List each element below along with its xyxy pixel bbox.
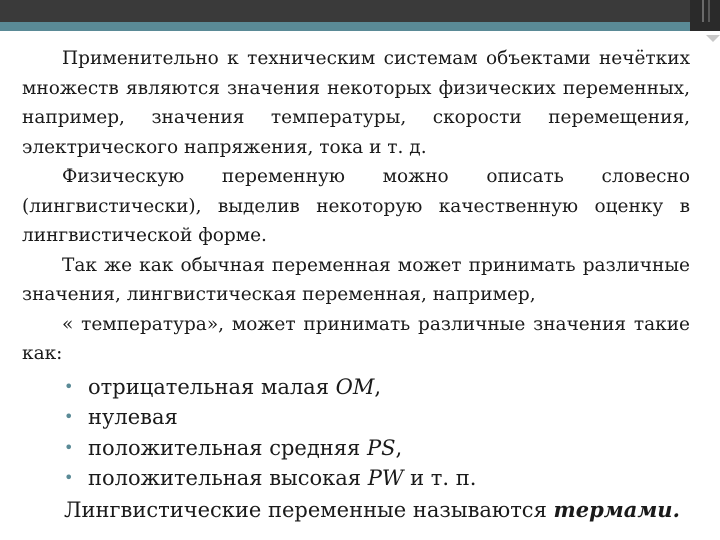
paragraph-values: « температура», может принимать различные значения такие как: [22, 313, 690, 364]
list-item-suffix: и т. п. [403, 466, 477, 490]
list-item-text: отрицательная малая [88, 374, 336, 399]
chevron-down-icon [706, 35, 720, 42]
conclusion-line [22, 494, 690, 526]
conclusion-term: термами. [553, 496, 680, 522]
list-item-suffix: , [395, 435, 403, 460]
list-item-suffix: , [374, 374, 382, 399]
list-item-text: нулевая [88, 405, 178, 429]
bullet-icon: • [64, 468, 74, 487]
slide-top-bar [0, 0, 720, 22]
list-item-text: положительная средняя [88, 435, 367, 460]
list-item [64, 372, 690, 403]
slide-corner-tab [690, 0, 720, 31]
bullet-icon: • [64, 376, 74, 396]
bullet-icon: • [64, 407, 74, 426]
conclusion-text: Лингвистические переменные называются [64, 497, 554, 522]
list-item-abbr: PW [367, 466, 404, 490]
list-item [64, 433, 690, 464]
paragraph-description: Физическую переменную можно описать словесно (лингвистически), выделив некоторую качественную оценку в лингвистической форме. [22, 166, 690, 246]
paragraph-intro: Применительно к техническим системам объектами нечётких множеств являются значения некоторых физических переменных, например, значения температуры, скорости перемещения, электрического напряжения, тока и т. д. [22, 48, 690, 158]
corner-tab-stripe [708, 0, 710, 22]
paragraph-example: Так же как обычная переменная может принимать различные значения, лингвистическая переменная, например, [22, 254, 690, 305]
list-item [64, 402, 690, 433]
slide-accent-bar [0, 22, 720, 31]
slide-body [22, 44, 690, 526]
bullet-icon: • [64, 437, 74, 457]
list-item-text: положительная высокая [88, 466, 368, 490]
term-list [22, 372, 690, 494]
list-item [64, 463, 690, 494]
list-item-abbr: PS [366, 435, 396, 460]
list-item-abbr: OM [335, 374, 375, 399]
corner-tab-stripe [702, 0, 704, 22]
